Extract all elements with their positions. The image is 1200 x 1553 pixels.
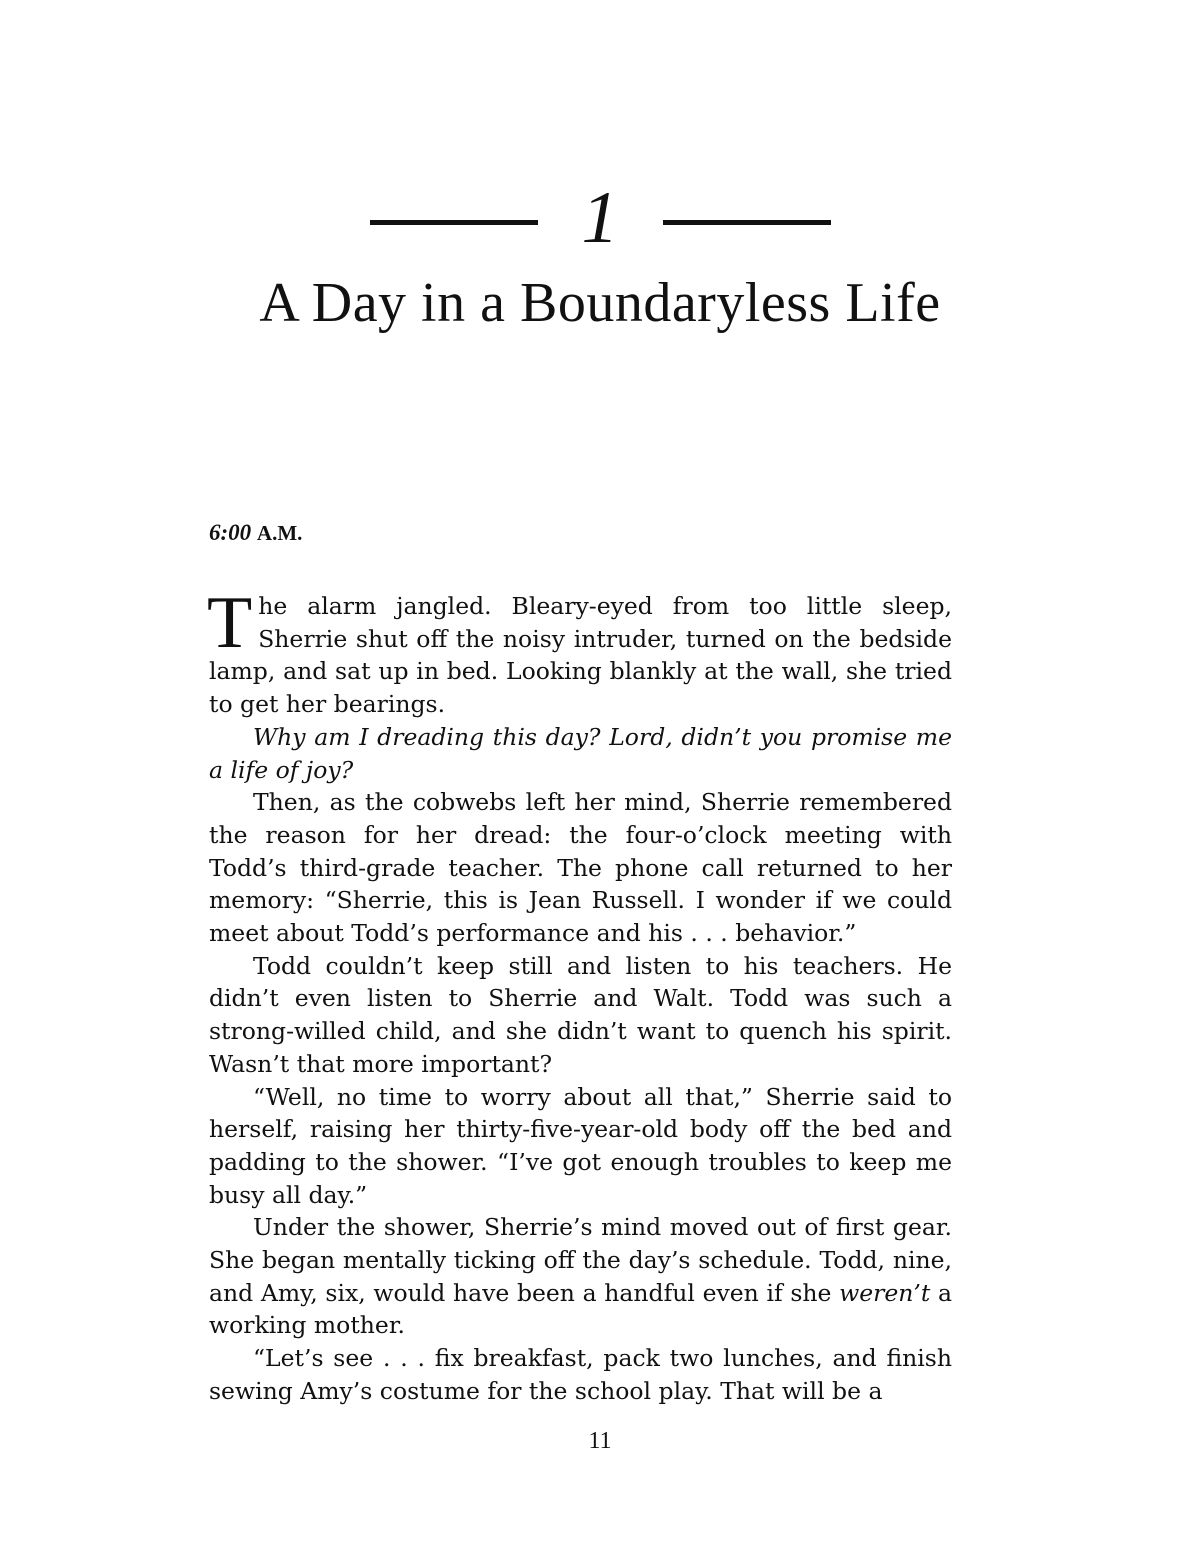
body-text <box>207 582 952 1408</box>
paragraph-6-emphasis: weren’t <box>839 1278 931 1307</box>
section-meridiem: A.M. <box>256 521 303 545</box>
paragraph-4: Todd couldn’t keep still and listen to his teachers. He didn’t even listen to Sherrie and Walt. Todd was such a strong-willed child, and she didn’t want to quench his spirit. Wasn’t that more important? <box>209 951 952 1078</box>
paragraph-2 <box>209 721 952 786</box>
paragraph-5: “Well, no time to worry about all that,” Sherrie said to herself, raising her thirty-five-year-old body off the bed and padding to the shower. “I’ve got enough troubles to keep me busy all day.” <box>209 1082 952 1209</box>
chapter-title: A Day in a Boundaryless Life <box>259 272 941 334</box>
section-time-heading <box>209 520 302 546</box>
chapter-number: 1 <box>581 177 619 259</box>
section-time: 6:00 <box>209 520 252 545</box>
paragraph-3: Then, as the cobwebs left her mind, Sherrie remembered the reason for her dread: the four-o’clock meeting with Todd’s third-grade teacher. The phone call returned to her memory: “Sherrie, this is Jean Russell. I wonder if we could meet about Todd’s performance and his . . . behavior.” <box>209 788 952 948</box>
paragraph-1-text: he alarm jangled. Bleary-eyed from too little sleep, Sherrie shut off the noisy intruder, turned on the bedside lamp, and sat up in bed. Looking blankly at the wall, she tried to get her bearings. <box>209 592 952 719</box>
drop-cap: T <box>207 582 253 664</box>
paragraph-6-end: a working mother. <box>209 1278 952 1340</box>
paragraph-7: “Let’s see . . . fix breakfast, pack two lunches, and finish sewing Amy’s costume for the school play. That will be a <box>209 1344 952 1405</box>
left-decorative-rule <box>370 220 538 225</box>
italic-thought: Why am I dreading this day? Lord, didn’t you promise me a life of joy? <box>209 722 952 784</box>
paragraph-6-start: Under the shower, Sherrie’s mind moved out of first gear. She began mentally ticking off the day’s schedule. Todd, nine, and Amy, six, would have been a handful even if she <box>209 1213 952 1307</box>
paragraph-6 <box>209 1211 952 1342</box>
page-number: 11 <box>588 1428 612 1454</box>
chapter-header <box>0 178 1200 338</box>
chapter-number-row <box>0 178 1200 258</box>
right-decorative-rule <box>663 220 831 225</box>
paragraph-1 <box>207 582 952 721</box>
